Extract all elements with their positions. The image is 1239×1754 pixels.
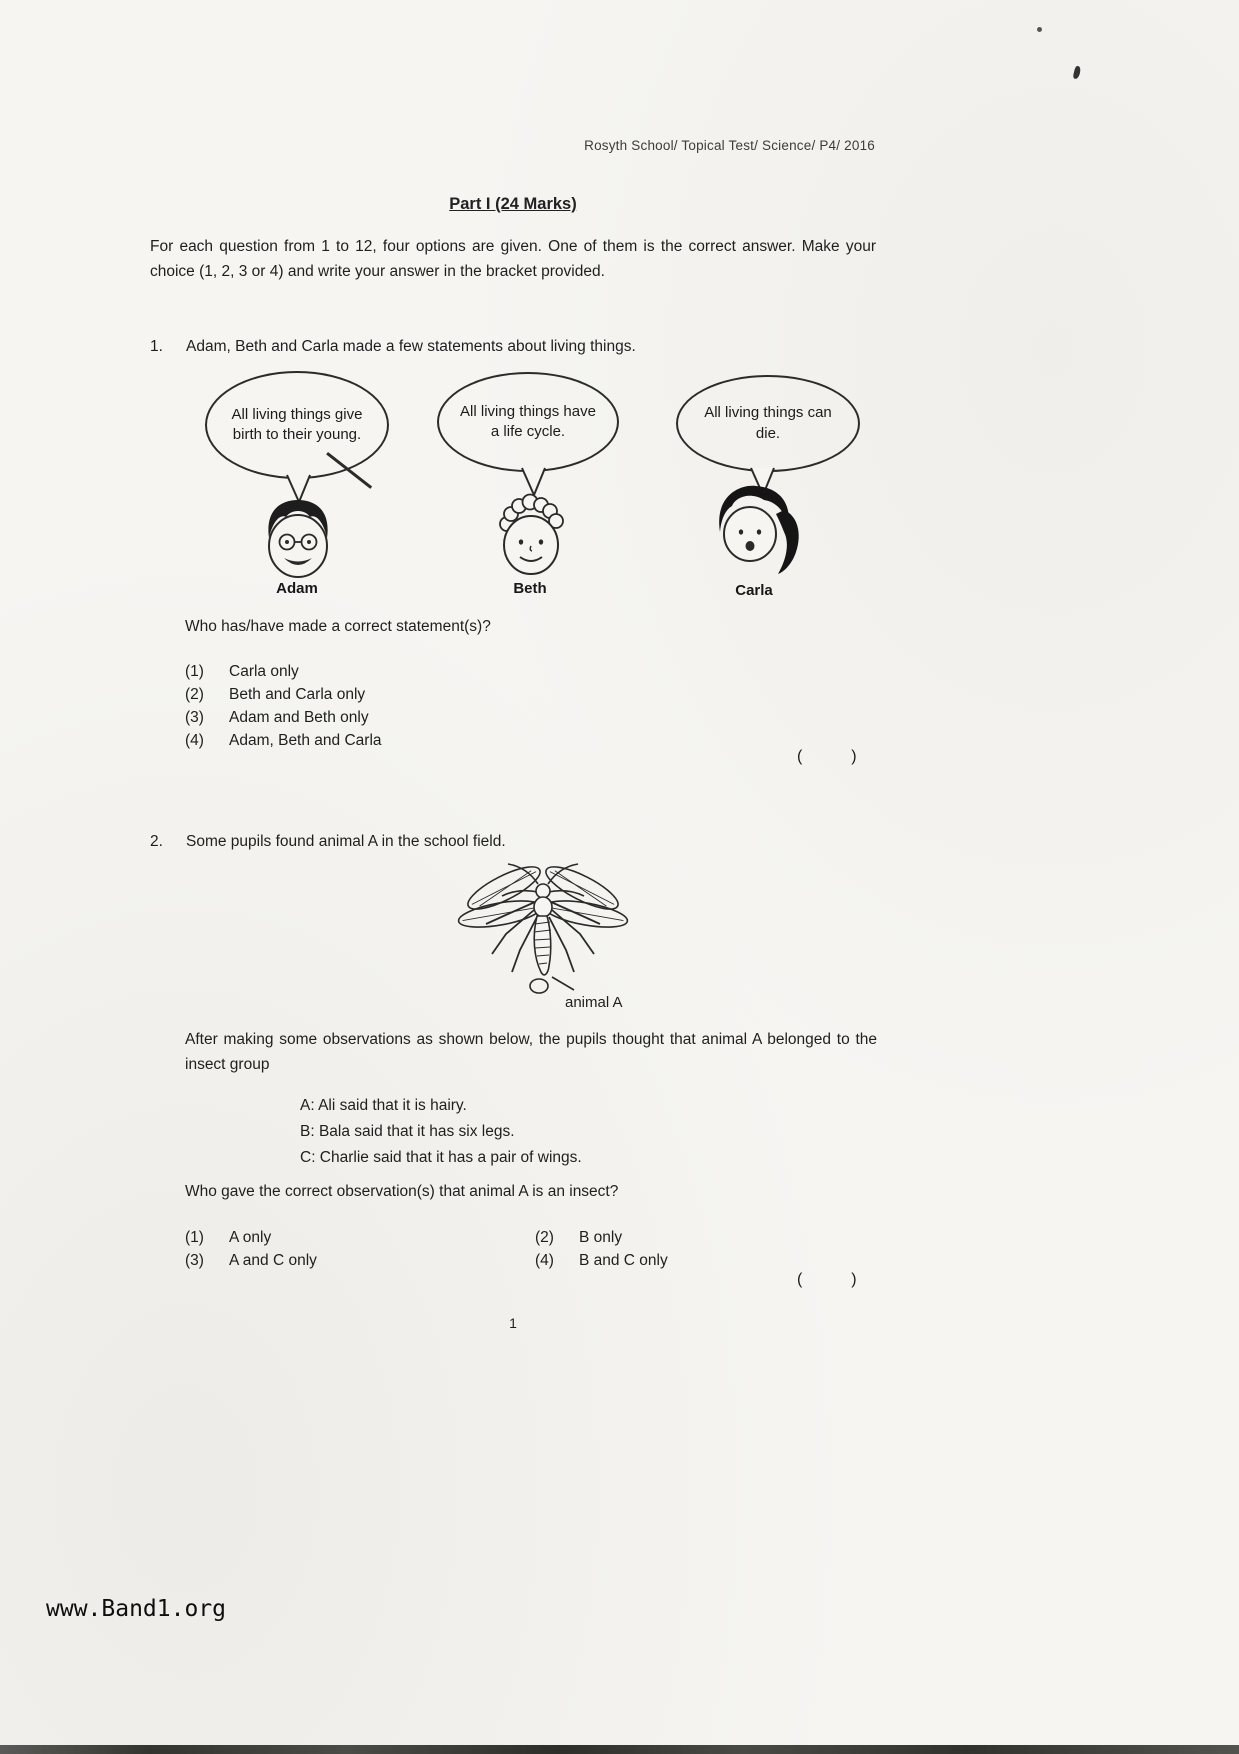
option xyxy=(185,683,382,706)
option-label: B and C only xyxy=(579,1252,668,1269)
name-adam: Adam xyxy=(276,580,318,597)
option-number: (2) xyxy=(535,1229,554,1246)
option-label: Carla only xyxy=(229,663,299,680)
page-number: 1 xyxy=(509,1315,517,1331)
question-2-number: 2. xyxy=(150,833,163,850)
section-title: Part I (24 Marks) xyxy=(449,195,577,213)
observation-list xyxy=(300,1093,582,1171)
question-1-prompt: Who has/have made a correct statement(s)? xyxy=(185,618,491,635)
option-number: (3) xyxy=(185,1252,204,1269)
option-label: A only xyxy=(229,1229,272,1246)
name-carla: Carla xyxy=(735,582,773,599)
instructions-text: For each question from 1 to 12, four options are given. One of them is the correct answer. Make your choice (1, 2, 3 or 4) and write your answer in the bracket provided. xyxy=(150,238,876,281)
speech-bubble-carla-text: All living things can die. xyxy=(704,404,832,442)
option xyxy=(535,1249,668,1272)
option-number: (1) xyxy=(185,663,204,680)
question-1 xyxy=(150,338,910,356)
question-2-paragraph: After making some observations as shown below, the pupils thought that animal A belonged to the insect group xyxy=(185,1031,877,1073)
scan-mark xyxy=(1037,27,1042,32)
option-number: (4) xyxy=(535,1252,554,1269)
observation-a: A: Ali said that it is hairy. xyxy=(300,1097,467,1114)
question-1-text: Adam, Beth and Carla made a few statements about living things. xyxy=(186,338,636,355)
speech-bubble-beth xyxy=(437,372,619,472)
question-1-options xyxy=(185,660,382,752)
option xyxy=(185,660,382,683)
watermark-text: www.Band1.org xyxy=(46,1596,227,1622)
option xyxy=(185,706,382,729)
scan-mark xyxy=(1073,65,1082,79)
option-label: Beth and Carla only xyxy=(229,686,366,703)
speech-bubble-adam-text: All living things give birth to their young. xyxy=(231,405,363,443)
option-number: (3) xyxy=(185,709,204,726)
question-2 xyxy=(150,833,910,851)
name-beth: Beth xyxy=(513,580,547,597)
observation-c: C: Charlie said that it has a pair of wings. xyxy=(300,1149,582,1166)
option-label: A and C only xyxy=(229,1252,317,1269)
option xyxy=(185,1226,535,1249)
adam-face-illustration xyxy=(253,494,343,586)
observation-b: B: Bala said that it has six legs. xyxy=(300,1123,515,1140)
option xyxy=(185,1249,535,1272)
answer-bracket-q1: ( ) xyxy=(797,748,857,765)
insect-figure-label: animal A xyxy=(565,994,623,1011)
question-2-options xyxy=(185,1226,668,1272)
option-label: Adam and Beth only xyxy=(229,709,369,726)
carla-face-illustration xyxy=(698,480,810,582)
speech-bubble-beth-text: All living things have a life cycle. xyxy=(460,402,596,440)
option-label: Adam, Beth and Carla xyxy=(229,732,382,749)
option-number: (4) xyxy=(185,732,204,749)
scan-edge-strip xyxy=(0,1745,1239,1754)
option-number: (2) xyxy=(185,686,204,703)
beth-face-illustration xyxy=(486,490,576,586)
option-label: B only xyxy=(579,1229,623,1246)
option xyxy=(535,1226,668,1249)
speech-bubble-adam xyxy=(205,371,389,479)
option-number: (1) xyxy=(185,1229,204,1246)
question-2-prompt: Who gave the correct observation(s) that animal A is an insect? xyxy=(185,1183,619,1200)
answer-bracket-q2: ( ) xyxy=(797,1271,857,1288)
question-1-number: 1. xyxy=(150,338,163,355)
question-2-text: Some pupils found animal A in the school field. xyxy=(186,833,506,850)
speech-bubble-carla xyxy=(676,375,860,472)
option xyxy=(185,729,382,752)
document-header: Rosyth School/ Topical Test/ Science/ P4/ 2016 xyxy=(584,138,875,153)
